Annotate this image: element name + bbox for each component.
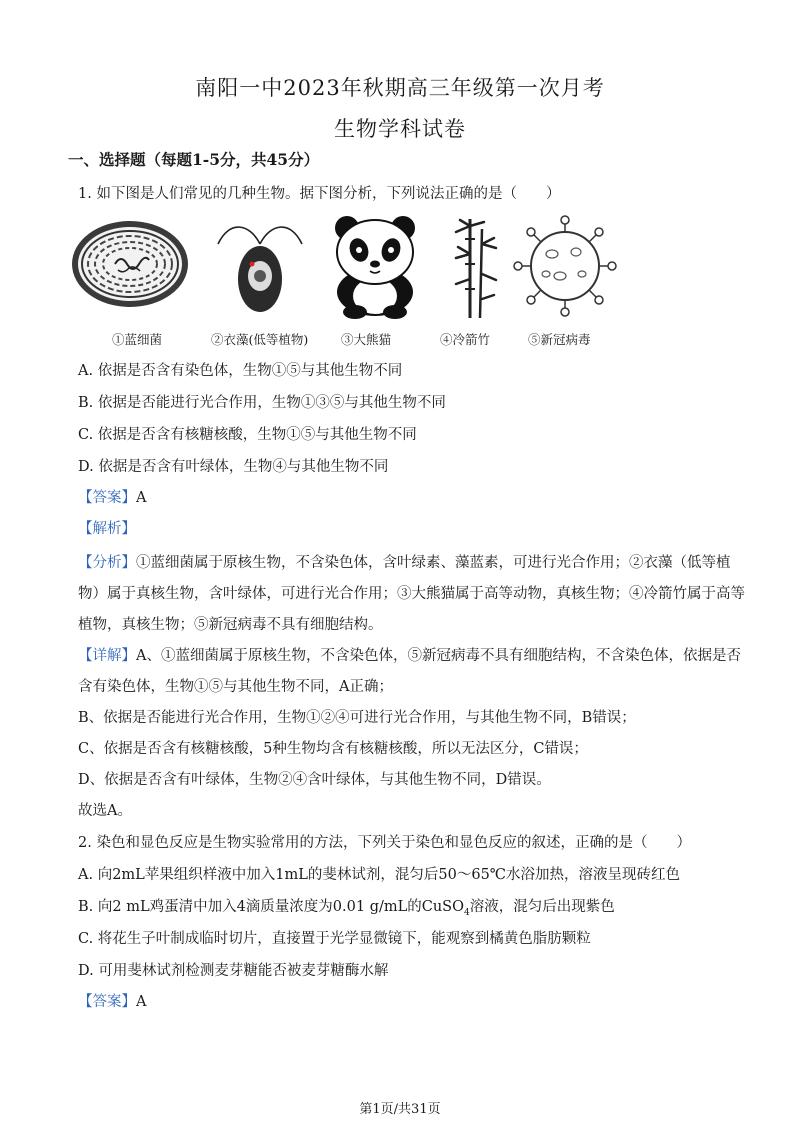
answer-value: A (136, 490, 147, 506)
caption-coronavirus: ⑤新冠病毒 (528, 332, 591, 347)
coronavirus-image (510, 214, 620, 319)
analysis-label: 【解析】 (78, 521, 136, 537)
xiangjie-label: 【详解】 (78, 648, 136, 664)
chlamydomonas-image (210, 214, 310, 319)
q2-stem: 2. 染色和显色反应是生物实验常用的方法，下列关于染色和显色反应的叙述，正确的是（ ） (78, 835, 691, 851)
xiangjie-line-1 (78, 646, 741, 666)
q1-option-d: D. 依据是否含有叶绿体，生物④与其他生物不同 (78, 459, 389, 475)
panda-image (325, 214, 425, 319)
q2-option-c: C. 将花生子叶制成临时切片，直接置于光学显微镜下，能观察到橘黄色脂肪颗粒 (78, 931, 591, 947)
q2-answer-value: A (136, 994, 147, 1010)
page-footer: 第1页/共31页 (359, 1102, 441, 1117)
caption-panda: ③大熊猫 (341, 332, 392, 347)
xiangjie-text-1: A、①蓝细菌属于原核生物，不含染色体，⑤新冠病毒不具有细胞结构，不含染色体，依据是否 (136, 648, 741, 664)
organisms-figure (70, 214, 720, 324)
fenxi-text-1: ①蓝细菌属于原核生物，不含染色体，含叶绿素、藻蓝素，可进行光合作用；②衣藻（低等植 (136, 555, 731, 571)
xiangjie-line-3: B、依据是否能进行光合作用，生物①②④可进行光合作用，与其他生物不同，B错误； (78, 710, 636, 726)
fenxi-label: 【分析】 (78, 555, 136, 571)
xiangjie-line-4: C、依据是否含有核糖核酸，5种生物均含有核糖核酸，所以无法区分，C错误； (78, 741, 588, 757)
q2-answer (78, 992, 728, 1012)
q1-option-a: A. 依据是否含有染色体，生物①⑤与其他生物不同 (78, 363, 403, 379)
q2-option-b (78, 897, 728, 923)
xiangjie-line-5: D、依据是否含有叶绿体，生物②④含叶绿体，与其他生物不同，D错误。 (78, 772, 551, 788)
xiangjie-line-2: 含有染色体，生物①⑤与其他生物不同，A正确； (78, 679, 393, 695)
caption-bamboo: ④冷箭竹 (440, 332, 491, 347)
caption-cyanobacteria: ①蓝细菌 (112, 332, 163, 347)
q1-answer (78, 488, 728, 508)
fenxi-line-2: 物）属于真核生物，含叶绿体，可进行光合作用；③大熊猫属于高等动物，真核生物；④冷箭竹属于高等 (78, 586, 745, 602)
q2-option-b-text: B. 向2 mL鸡蛋清中加入4滴质量浓度为0.01 g/mL的CuSO (78, 899, 465, 915)
q1-conclusion: 故选A。 (78, 803, 132, 819)
exam-title: 南阳一中2023年秋期高三年级第一次月考 (195, 76, 605, 100)
bamboo-image (440, 214, 510, 319)
q1-stem: 1. 如下图是人们常见的几种生物。据下图分析，下列说法正确的是（ ） (78, 186, 561, 202)
fenxi-line-1 (78, 553, 731, 573)
answer-label: 【答案】 (78, 490, 136, 506)
q2-option-b-text-end: 溶液，混匀后出现紫色 (469, 899, 615, 915)
exam-subtitle: 生物学科试卷 (334, 117, 466, 141)
q2-option-b-subscript: 4 (464, 907, 470, 918)
cyanobacteria-image (70, 214, 190, 314)
fenxi-line-3: 植物，真核生物；⑤新冠病毒不具有细胞结构。 (78, 617, 383, 633)
q1-option-c: C. 依据是否含有核糖核酸，生物①⑤与其他生物不同 (78, 427, 417, 443)
q2-answer-label: 【答案】 (78, 994, 136, 1010)
caption-chlamydomonas: ②衣藻(低等植物) (211, 332, 309, 347)
q2-option-d: D. 可用斐林试剂检测麦芽糖能否被麦芽糖酶水解 (78, 963, 389, 979)
section-heading: 一、选择题（每题1-5分，共45分） (68, 150, 320, 169)
q1-option-b: B. 依据是否能进行光合作用，生物①③⑤与其他生物不同 (78, 395, 446, 411)
q2-option-a: A. 向2mL苹果组织样液中加入1mL的斐林试剂，混匀后50～65℃水浴加热，溶液呈现砖红色 (78, 867, 681, 883)
